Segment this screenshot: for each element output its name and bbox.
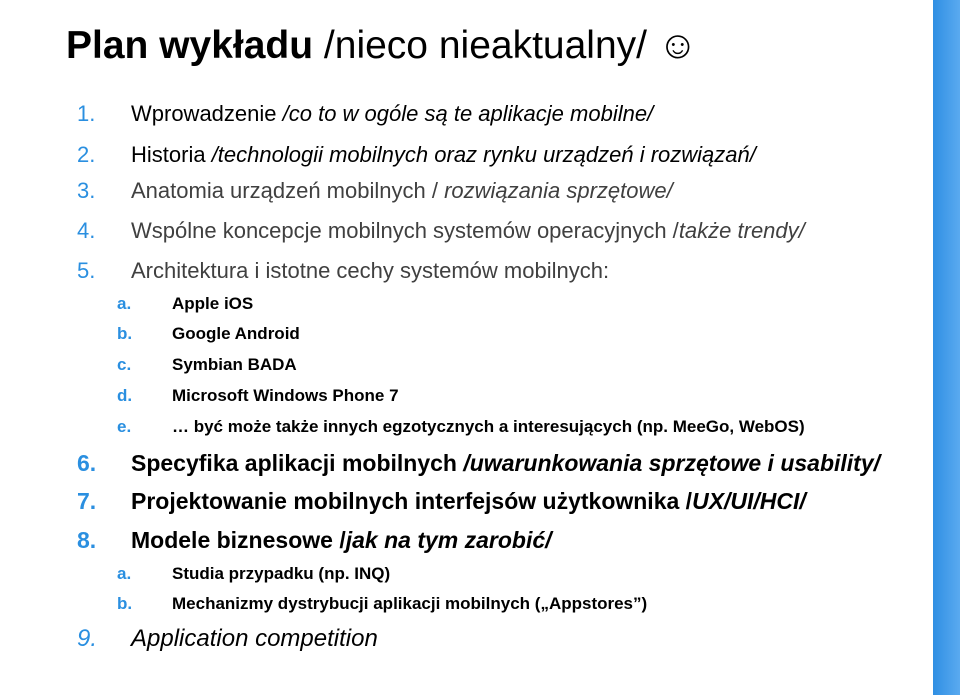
sub-letter: b. — [117, 324, 133, 343]
list-number: 8. — [77, 527, 97, 553]
sub-item-text: Mechanizmy dystrybucji aplikacji mobilnych („Appstores”) — [172, 594, 648, 613]
sub-item-text: Apple iOS — [172, 294, 254, 313]
list-number: 5. — [77, 258, 96, 283]
sub-item-text: Microsoft Windows Phone 7 — [172, 386, 399, 405]
list-item-italic: Application competition — [131, 625, 378, 652]
sub-letter: a. — [117, 564, 132, 583]
sub-letter: a. — [117, 294, 132, 313]
title-normal-part: /nieco nieaktualny/ — [313, 24, 658, 67]
list-number: 9. — [77, 625, 98, 652]
sub-letter: c. — [117, 355, 132, 374]
smiley-icon: ☺ — [657, 24, 698, 67]
slide-title — [66, 18, 698, 74]
list-item-text: Anatomia urządzeń mobilnych / — [131, 178, 445, 203]
list-item-text: Wspólne koncepcje mobilnych systemów operacyjnych / — [131, 218, 679, 243]
list-item-italic: rozwiązania sprzętowe/ — [444, 178, 673, 203]
list-item-italic: także trendy/ — [678, 218, 805, 243]
list-item-italic: /uwarunkowania sprzętowe i usability/ — [463, 450, 881, 476]
list-item-italic: /co to w ogóle są te aplikacje mobilne/ — [282, 101, 654, 126]
sub-item-text: Google Android — [172, 324, 300, 343]
list-number: 1. — [77, 101, 96, 126]
list-number: 2. — [77, 142, 96, 167]
list-item-text: Modele biznesowe / — [131, 527, 346, 553]
title-bold-part: Plan wykładu — [66, 24, 314, 67]
list-item-italic: UX/UI/HCI/ — [692, 488, 806, 514]
slide-accent-bar — [933, 0, 960, 695]
list-item-text: Projektowanie mobilnych interfejsów użytkownika / — [131, 488, 693, 514]
sub-letter: b. — [117, 594, 133, 613]
list-number: 7. — [77, 488, 97, 514]
list-item-text: Architektura i istotne cechy systemów mobilnych: — [131, 258, 610, 283]
list-item-italic: /technologii mobilnych oraz rynku urządzeń i rozwiązań/ — [211, 142, 756, 167]
list-item-text: Historia — [131, 142, 212, 167]
sub-item-text: Symbian BADA — [172, 355, 297, 374]
list-number: 4. — [77, 218, 96, 243]
list-number: 6. — [77, 450, 97, 476]
sub-letter: d. — [117, 386, 133, 405]
list-item-text: Wprowadzenie — [131, 101, 283, 126]
sub-item-text: … być może także innych egzotycznych a interesujących (np. MeeGo, WebOS) — [172, 417, 805, 436]
list-item-text: Specyfika aplikacji mobilnych — [131, 450, 464, 476]
sub-letter: e. — [117, 417, 132, 436]
list-item-italic: jak na tym zarobić/ — [345, 527, 552, 553]
sub-item-text: Studia przypadku (np. INQ) — [172, 564, 391, 583]
list-number: 3. — [77, 178, 96, 203]
